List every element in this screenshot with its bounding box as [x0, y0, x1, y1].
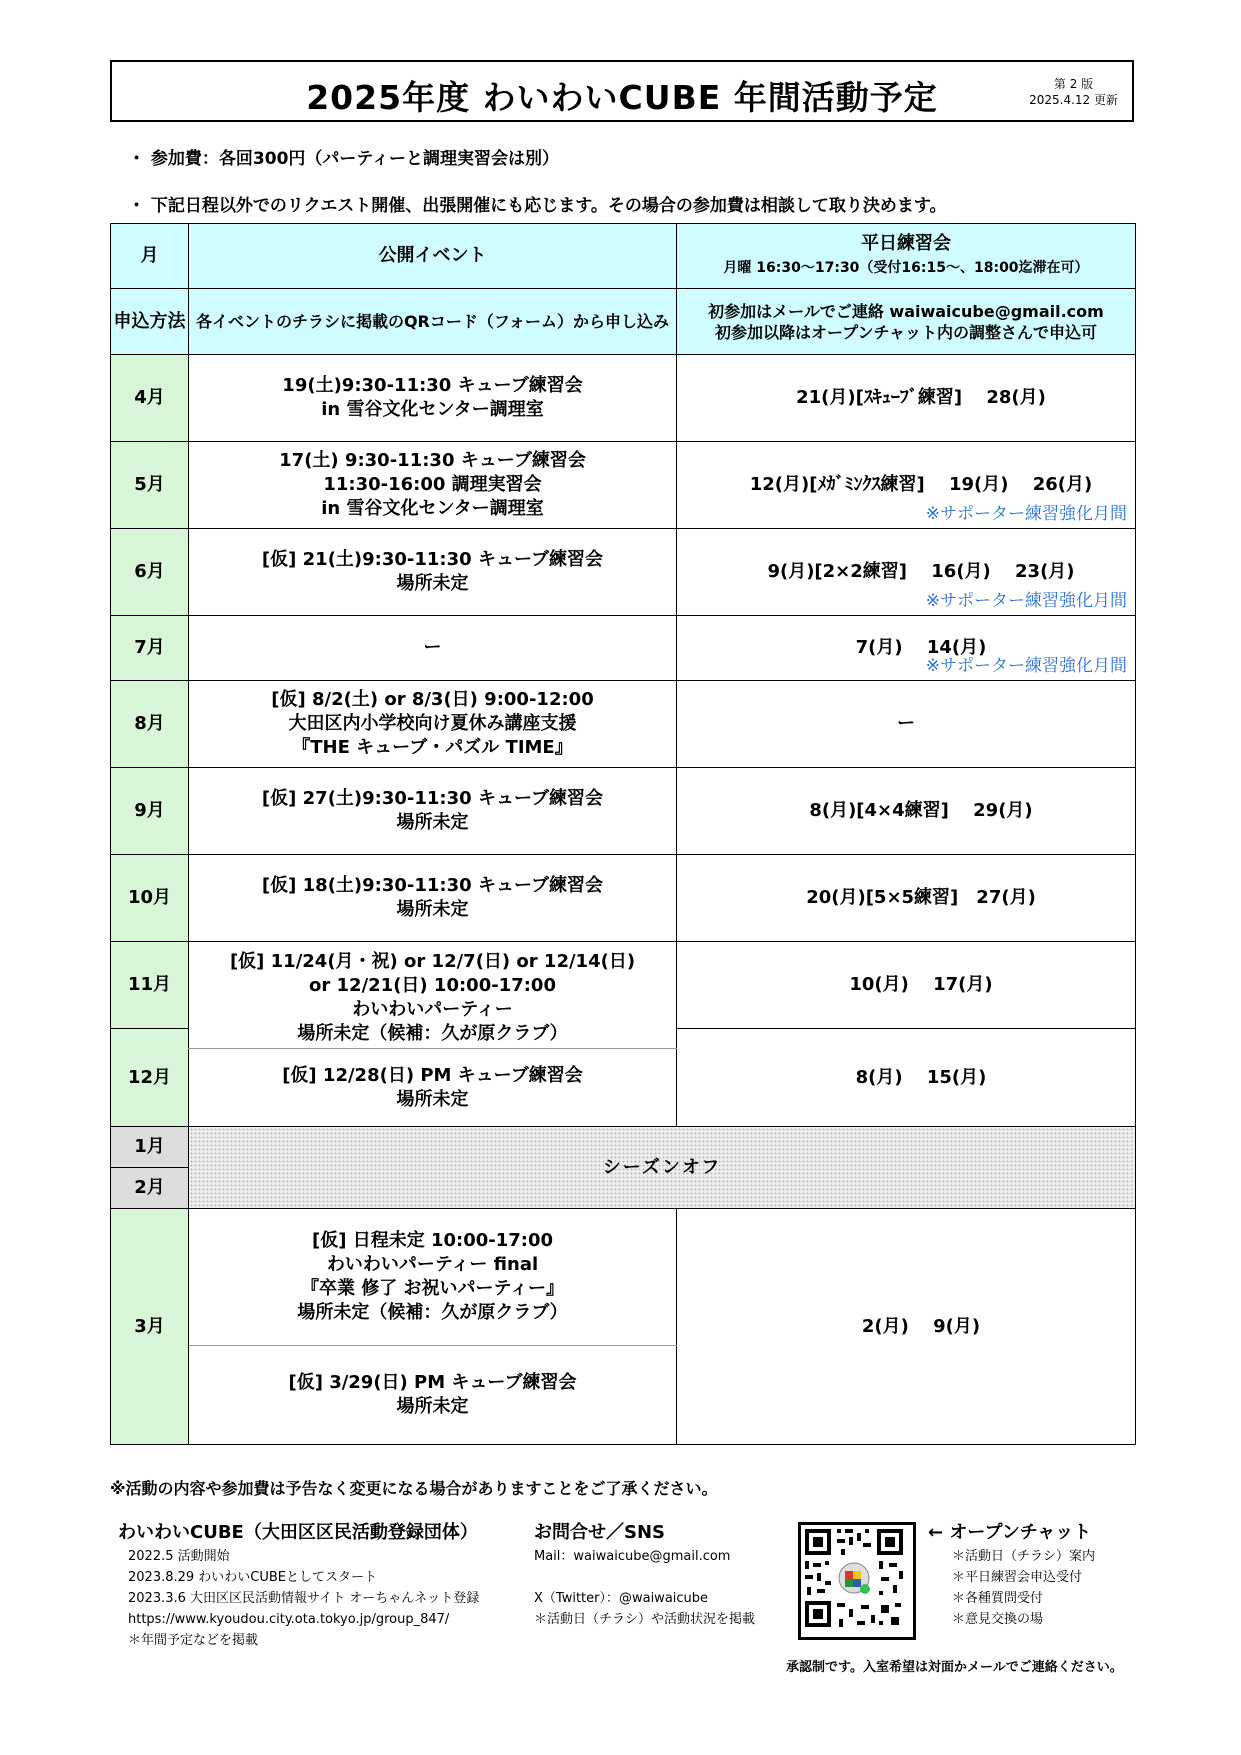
supporter-note: ※サポーター練習強化月間	[925, 504, 1127, 524]
openchat-line: ＊各種質問受付	[952, 1591, 1044, 1606]
openchat-line: ＊意見交換の場	[952, 1612, 1044, 1627]
weekday-oct: 20(月)[5×5練習] 27(月)	[677, 855, 1136, 942]
update-date: 2025.4.12 更新	[1029, 93, 1118, 107]
event-line: [仮] 21(土)9:30-11:30 キューブ練習会	[261, 549, 604, 570]
event-line: in 雪谷文化センター調理室	[321, 399, 544, 420]
event-line: [仮] 日程未定 10:00-17:00	[311, 1230, 554, 1251]
table-row	[111, 442, 1136, 529]
contact-mail[interactable]: Mail：waiwaicube@gmail.com	[534, 1549, 731, 1564]
header-month: 月	[111, 224, 189, 289]
table-row	[111, 942, 1136, 1029]
event-line: 『THE キューブ・パズル TIME』	[292, 737, 573, 758]
event-mar-practice	[189, 1346, 677, 1445]
table-row	[111, 616, 1136, 681]
event-line: 17(土) 9:30-11:30 キューブ練習会	[279, 450, 586, 471]
event-jun	[189, 529, 677, 616]
org-line: ＊年間予定などを掲載	[128, 1633, 259, 1648]
weekday-dates: 7(月) 14(月)	[855, 637, 987, 658]
event-line: or 12/21(日) 10:00-17:00	[309, 975, 556, 996]
contact-x-note: ＊活動日（チラシ）や活動状況を掲載	[534, 1612, 756, 1627]
event-line: [仮] 18(土)9:30-11:30 キューブ練習会	[261, 875, 604, 896]
apply-label: 申込方法	[111, 289, 189, 355]
month-apr: 4月	[111, 355, 189, 442]
request-note: ・ 下記日程以外でのリクエスト開催、出張開催にも応じます。その場合の参加費は相談して取り決めます。	[128, 196, 947, 216]
apply-weekday-line1: 初参加はメールでご連絡 waiwaicube@gmail.com	[708, 301, 1104, 321]
table-row	[111, 855, 1136, 942]
header-weekday	[677, 224, 1136, 289]
table-row	[111, 681, 1136, 768]
header-weekday-sub: 月曜 16:30～17:30（受付16:15～、18:00迄滞在可）	[723, 260, 1089, 276]
event-may	[189, 442, 677, 529]
event-aug	[189, 681, 677, 768]
month-may: 5月	[111, 442, 189, 529]
schedule-table	[110, 223, 1136, 1445]
org-line: 2023.8.29 わいわいCUBEとしてスタート	[128, 1570, 378, 1585]
event-line: 『卒業 修了 お祝いパーティー』	[300, 1278, 565, 1299]
header-event: 公開イベント	[189, 224, 677, 289]
month-aug: 8月	[111, 681, 189, 768]
openchat-line: ＊活動日（チラシ）案内	[952, 1549, 1096, 1564]
org-title: わいわいCUBE（大田区区民活動登録団体）	[118, 1522, 478, 1543]
event-mar-party	[189, 1209, 677, 1346]
weekday-may	[677, 442, 1136, 529]
event-oct	[189, 855, 677, 942]
event-nov	[189, 942, 677, 1049]
event-line: 場所未定	[396, 812, 469, 833]
month-jan: 1月	[111, 1127, 189, 1168]
supporter-note: ※サポーター練習強化月間	[925, 656, 1127, 676]
weekday-dec: 8(月) 15(月)	[677, 1029, 1136, 1127]
event-line: 11:30-16:00 調理実習会	[323, 474, 542, 495]
event-line: 場所未定	[396, 1396, 469, 1417]
month-dec: 12月	[111, 1029, 189, 1127]
org-info	[118, 1520, 479, 1651]
event-jul: ー	[189, 616, 677, 681]
month-feb: 2月	[111, 1168, 189, 1209]
month-nov: 11月	[111, 942, 189, 1029]
table-row	[111, 529, 1136, 616]
fee-note: ・ 参加費：各回300円（パーティーと調理実習会は別）	[128, 149, 560, 169]
table-row	[111, 1127, 1136, 1168]
event-line: [仮] 12/28(日) PM キューブ練習会	[282, 1064, 583, 1086]
month-oct: 10月	[111, 855, 189, 942]
approval-note: 承認制です。入室希望は対面かメールでご連絡ください。	[786, 1660, 1123, 1675]
weekday-sep: 8(月)[4×4練習] 29(月)	[677, 768, 1136, 855]
disclaimer: ※活動の内容や参加費は予告なく変更になる場合がありますことをご了承ください。	[110, 1479, 718, 1498]
event-apr	[189, 355, 677, 442]
qr-code-icon	[801, 1525, 907, 1631]
openchat-qr-code[interactable]	[798, 1522, 916, 1640]
event-line: 場所未定（候補：久が原クラブ）	[297, 1023, 568, 1044]
openchat-info	[928, 1520, 1095, 1630]
openchat-features	[928, 1546, 1095, 1630]
event-dec	[189, 1049, 677, 1127]
event-line: in 雪谷文化センター調理室	[321, 498, 544, 519]
event-line: わいわいパーティー	[352, 999, 513, 1020]
contact-info	[534, 1520, 755, 1630]
event-line: わいわいパーティー final	[326, 1254, 539, 1275]
header-row	[111, 224, 1136, 289]
apply-weekday	[677, 289, 1136, 355]
apply-row	[111, 289, 1136, 355]
contact-x[interactable]: X（Twitter）：@waiwaicube	[534, 1591, 709, 1606]
table-row	[111, 1209, 1136, 1346]
supporter-note: ※サポーター練習強化月間	[925, 591, 1127, 611]
weekday-jul	[677, 616, 1136, 681]
weekday-dates: 12(月)[ﾒｶﾞﾐﾝｸｽ練習] 19(月) 26(月)	[749, 474, 1093, 495]
event-line: 場所未定	[396, 899, 469, 920]
event-line: [仮] 27(土)9:30-11:30 キューブ練習会	[261, 788, 604, 809]
event-line: [仮] 3/29(日) PM キューブ練習会	[288, 1372, 577, 1393]
month-mar: 3月	[111, 1209, 189, 1445]
weekday-dates: 9(月)[2×2練習] 16(月) 23(月)	[767, 561, 1075, 582]
org-link[interactable]: https://www.kyoudou.city.ota.tokyo.jp/group_847/	[128, 1612, 450, 1627]
apply-weekday-line2: 初参加以降はオープンチャット内の調整さんで申込可	[714, 322, 1098, 342]
weekday-nov: 10(月) 17(月)	[677, 942, 1136, 1029]
season-off: シーズンオフ	[189, 1127, 1136, 1209]
month-jul: 7月	[111, 616, 189, 681]
event-line: 19(土)9:30-11:30 キューブ練習会	[282, 375, 583, 396]
header-weekday-title: 平日練習会	[861, 233, 951, 254]
event-line: 大田区内小学校向け夏休み講座支援	[288, 713, 577, 734]
openchat-line: ＊平日練習会申込受付	[952, 1570, 1083, 1585]
org-history	[118, 1546, 479, 1651]
edition-label: 第 2 版	[1053, 77, 1094, 91]
event-line: 場所未定（候補：久が原クラブ）	[297, 1302, 568, 1323]
month-sep: 9月	[111, 768, 189, 855]
edition-info	[1029, 76, 1118, 108]
weekday-aug: ー	[677, 681, 1136, 768]
apply-event: 各イベントのチラシに掲載のQRコード（フォーム）から申し込み	[189, 289, 677, 355]
title-box	[110, 60, 1134, 122]
event-line: 場所未定	[396, 1088, 469, 1110]
org-line: 2022.5 活動開始	[128, 1549, 230, 1564]
event-sep	[189, 768, 677, 855]
page-title: 2025年度 わいわいCUBE 年間活動予定	[306, 78, 938, 117]
weekday-mar: 2(月) 9(月)	[677, 1209, 1136, 1445]
openchat-title: ← オープンチャット	[928, 1522, 1092, 1543]
weekday-jun	[677, 529, 1136, 616]
event-line: [仮] 11/24(月・祝) or 12/7(日) or 12/14(日)	[229, 951, 636, 972]
weekday-apr: 21(月)[ｽｷｭｰﾌﾞ練習] 28(月)	[677, 355, 1136, 442]
month-jun: 6月	[111, 529, 189, 616]
event-line: 場所未定	[396, 573, 469, 594]
event-line: [仮] 8/2(土) or 8/3(日) 9:00-12:00	[271, 689, 594, 710]
table-row	[111, 355, 1136, 442]
table-row	[111, 768, 1136, 855]
org-line: 2023.3.6 大田区区民活動情報サイト オーちゃんネット登録	[128, 1591, 480, 1606]
contact-title: お問合せ／SNS	[534, 1522, 665, 1543]
